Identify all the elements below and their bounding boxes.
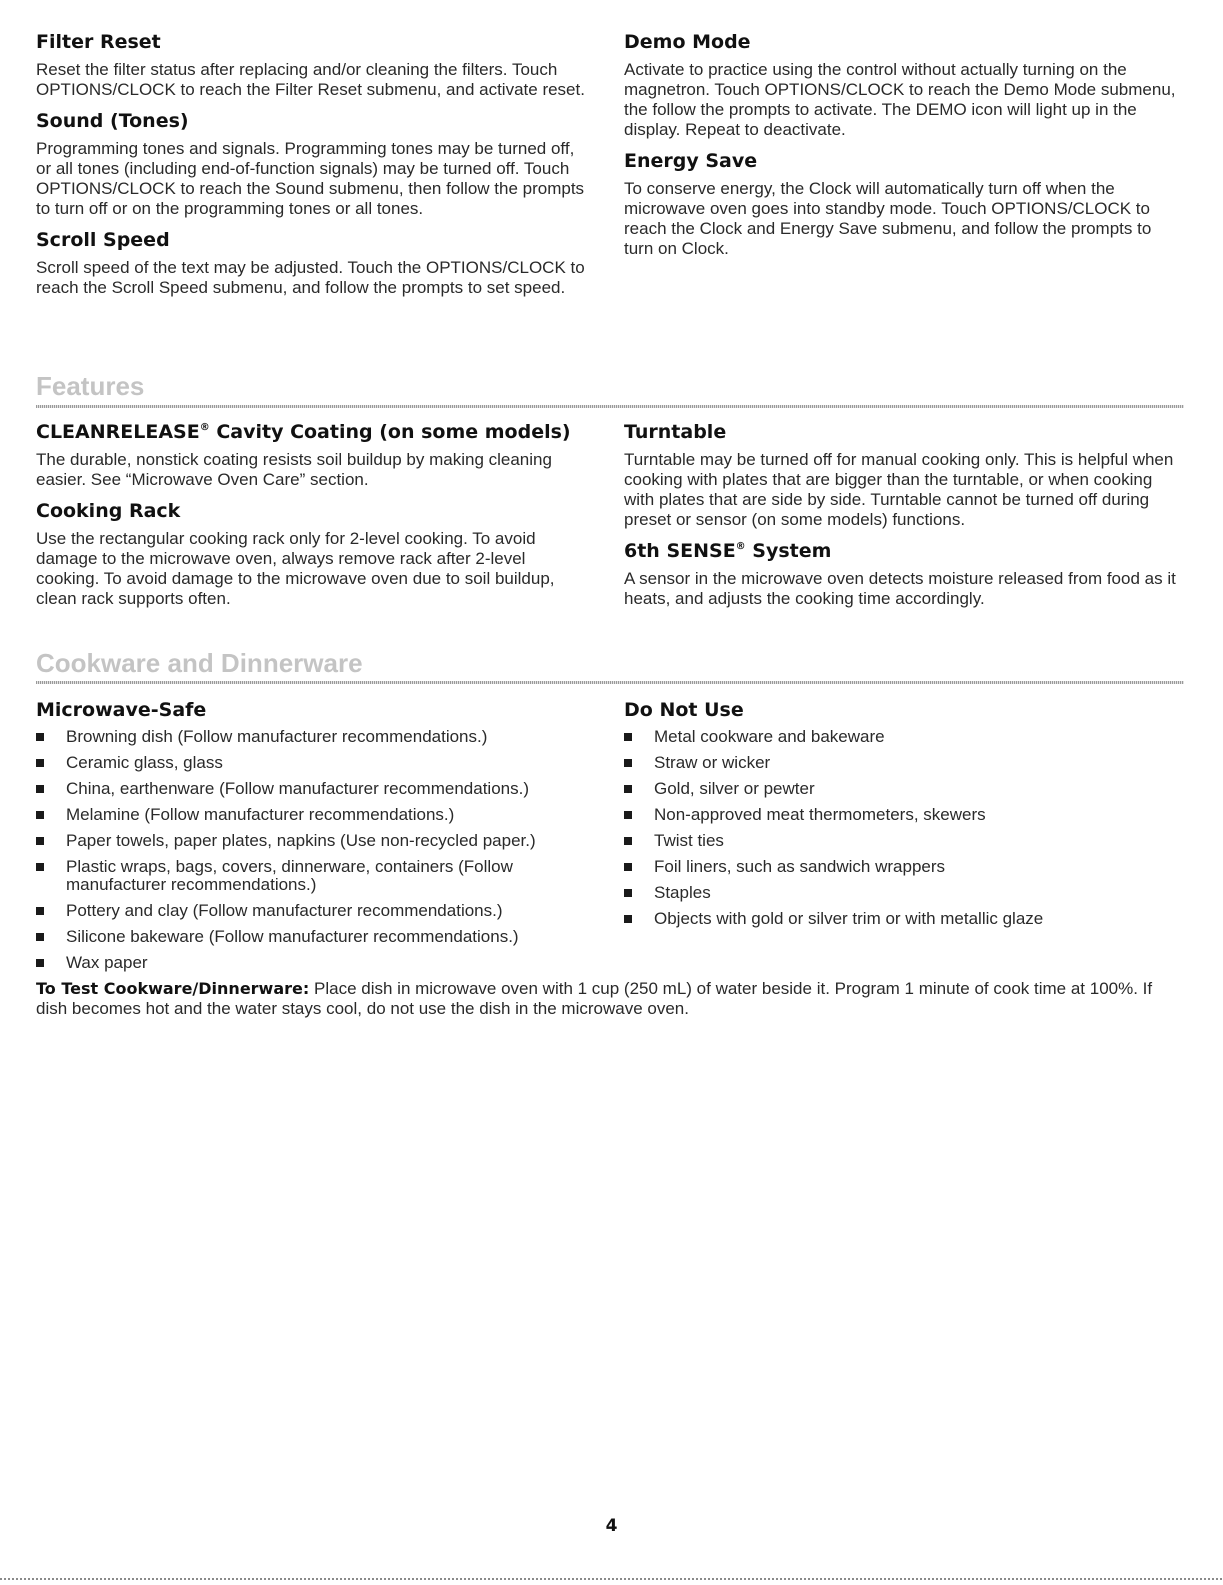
list-item-text: Non-approved meat thermometers, skewers bbox=[654, 805, 986, 824]
list-item-text: Paper towels, paper plates, napkins (Use non-recycled paper.) bbox=[66, 831, 536, 850]
list-item-text: China, earthenware (Follow manufacturer recommendations.) bbox=[66, 779, 529, 798]
cooking-rack-heading: Cooking Rack bbox=[36, 500, 181, 522]
scroll-speed-heading: Scroll Speed bbox=[36, 229, 170, 251]
list-item bbox=[36, 954, 591, 972]
list-item bbox=[624, 728, 1184, 746]
cookware-divider bbox=[36, 681, 1184, 684]
energy-save-text: To conserve energy, the Clock will automatically turn off when the microwave oven goes into standby mode. Touch OPTIONS/CLOCK to reach the Clock and Energy Save submenu, and follow the prompts to turn on Clock. bbox=[624, 179, 1152, 258]
cleanrelease-heading: CLEANRELEASE® Cavity Coating (on some models) bbox=[36, 421, 571, 443]
square-bullet-icon bbox=[36, 733, 44, 741]
microwave-safe-column bbox=[36, 699, 591, 980]
do-not-use-column bbox=[624, 699, 1184, 936]
list-item bbox=[624, 884, 1184, 902]
square-bullet-icon bbox=[624, 785, 632, 793]
list-item-text: Straw or wicker bbox=[654, 753, 771, 772]
square-bullet-icon bbox=[624, 915, 632, 923]
list-item bbox=[36, 928, 591, 946]
microwave-safe-heading: Microwave-Safe bbox=[36, 699, 207, 721]
sound-tones-text: Programming tones and signals. Programming tones may be turned off, or all tones (including end-of-function signals) may be turned off. Touch OPTIONS/CLOCK to reach the Sound submenu, then follow the prompts to turn off or on the programming tones or all tones. bbox=[36, 139, 585, 218]
list-item bbox=[624, 806, 1184, 824]
features-left-column bbox=[36, 421, 591, 619]
list-item-text: Plastic wraps, bags, covers, dinnerware, containers (Follow manufacturer recommendations.) bbox=[66, 857, 513, 894]
sound-tones-heading: Sound (Tones) bbox=[36, 110, 189, 132]
cleanrelease-text: The durable, nonstick coating resists soil buildup by making cleaning easier. See “Microwave Oven Care” section. bbox=[36, 450, 552, 489]
list-item-text: Objects with gold or silver trim or with metallic glaze bbox=[654, 909, 1044, 928]
square-bullet-icon bbox=[624, 759, 632, 767]
energy-save-heading: Energy Save bbox=[624, 150, 758, 172]
turntable-text: Turntable may be turned off for manual cooking only. This is helpful when cooking with plates that are bigger than the turntable, or when cooking with plates that are side by side. Turntable cannot be turned off during preset or sensor (on some models) functions. bbox=[624, 450, 1174, 529]
test-cookware-note bbox=[36, 979, 1184, 1019]
list-item-text: Melamine (Follow manufacturer recommendations.) bbox=[66, 805, 455, 824]
do-not-use-heading: Do Not Use bbox=[624, 699, 744, 721]
list-item bbox=[624, 832, 1184, 850]
test-cookware-label: To Test Cookware/Dinnerware: bbox=[36, 979, 310, 998]
demo-mode-heading: Demo Mode bbox=[624, 31, 751, 53]
list-item-text: Twist ties bbox=[654, 831, 724, 850]
filter-reset-heading: Filter Reset bbox=[36, 31, 161, 53]
list-item bbox=[624, 858, 1184, 876]
list-item bbox=[36, 902, 591, 920]
list-item bbox=[36, 780, 591, 798]
list-item-text: Browning dish (Follow manufacturer recommendations.) bbox=[66, 727, 488, 746]
square-bullet-icon bbox=[36, 811, 44, 819]
square-bullet-icon bbox=[36, 907, 44, 915]
cookware-title: Cookware and Dinnerware bbox=[36, 648, 363, 678]
turntable-heading: Turntable bbox=[624, 421, 727, 443]
list-item-text: Metal cookware and bakeware bbox=[654, 727, 885, 746]
square-bullet-icon bbox=[36, 759, 44, 767]
square-bullet-icon bbox=[624, 811, 632, 819]
list-item-text: Gold, silver or pewter bbox=[654, 779, 815, 798]
list-item bbox=[36, 728, 591, 746]
test-cookware-text: Place dish in microwave oven with 1 cup (250 mL) of water beside it. Program 1 minute of cook time at 100%. If dish becomes hot and the water stays cool, do not use the dish in the microwave oven. bbox=[36, 979, 1153, 1018]
list-item bbox=[36, 806, 591, 824]
square-bullet-icon bbox=[36, 785, 44, 793]
features-right-column bbox=[624, 421, 1184, 619]
list-item-text: Ceramic glass, glass bbox=[66, 753, 223, 772]
settings-left-column bbox=[36, 31, 591, 308]
square-bullet-icon bbox=[624, 863, 632, 871]
list-item bbox=[624, 910, 1184, 928]
demo-mode-text: Activate to practice using the control without actually turning on the magnetron. Touch OPTIONS/CLOCK to reach the Demo Mode submenu, the follow the prompts to activate. The DEMO icon will light up in the display. Repeat to deactivate. bbox=[624, 60, 1176, 139]
do-not-use-list bbox=[624, 728, 1184, 928]
list-item-text: Pottery and clay (Follow manufacturer recommendations.) bbox=[66, 901, 503, 920]
microwave-safe-list bbox=[36, 728, 591, 972]
square-bullet-icon bbox=[624, 837, 632, 845]
features-title: Features bbox=[36, 371, 145, 401]
square-bullet-icon bbox=[624, 733, 632, 741]
sixth-sense-text: A sensor in the microwave oven detects moisture released from food as it heats, and adjusts the cooking time accordingly. bbox=[624, 569, 1176, 608]
list-item-text: Foil liners, such as sandwich wrappers bbox=[654, 857, 946, 876]
page-bottom-rule bbox=[0, 1578, 1223, 1580]
sixth-sense-heading: 6th SENSE® System bbox=[624, 540, 832, 562]
page-number: 4 bbox=[605, 1516, 618, 1536]
square-bullet-icon bbox=[624, 889, 632, 897]
list-item bbox=[36, 754, 591, 772]
cooking-rack-text: Use the rectangular cooking rack only for 2-level cooking. To avoid damage to the microwave oven, always remove rack after 2-level cooking. To avoid damage to the microwave oven due to soil buildup, clean rack supports often. bbox=[36, 529, 555, 608]
features-divider bbox=[36, 405, 1184, 408]
list-item bbox=[36, 832, 591, 850]
list-item-text: Wax paper bbox=[66, 953, 148, 972]
square-bullet-icon bbox=[36, 863, 44, 871]
square-bullet-icon bbox=[36, 959, 44, 967]
square-bullet-icon bbox=[36, 837, 44, 845]
list-item bbox=[36, 858, 591, 894]
list-item-text: Silicone bakeware (Follow manufacturer recommendations.) bbox=[66, 927, 519, 946]
scroll-speed-text: Scroll speed of the text may be adjusted. Touch the OPTIONS/CLOCK to reach the Scroll Speed submenu, and follow the prompts to set speed. bbox=[36, 258, 585, 297]
list-item bbox=[624, 754, 1184, 772]
square-bullet-icon bbox=[36, 933, 44, 941]
list-item-text: Staples bbox=[654, 883, 711, 902]
filter-reset-text: Reset the filter status after replacing and/or cleaning the filters. Touch OPTIONS/CLOCK to reach the Filter Reset submenu, and activate reset. bbox=[36, 60, 585, 99]
list-item bbox=[624, 780, 1184, 798]
settings-right-column bbox=[624, 31, 1184, 269]
